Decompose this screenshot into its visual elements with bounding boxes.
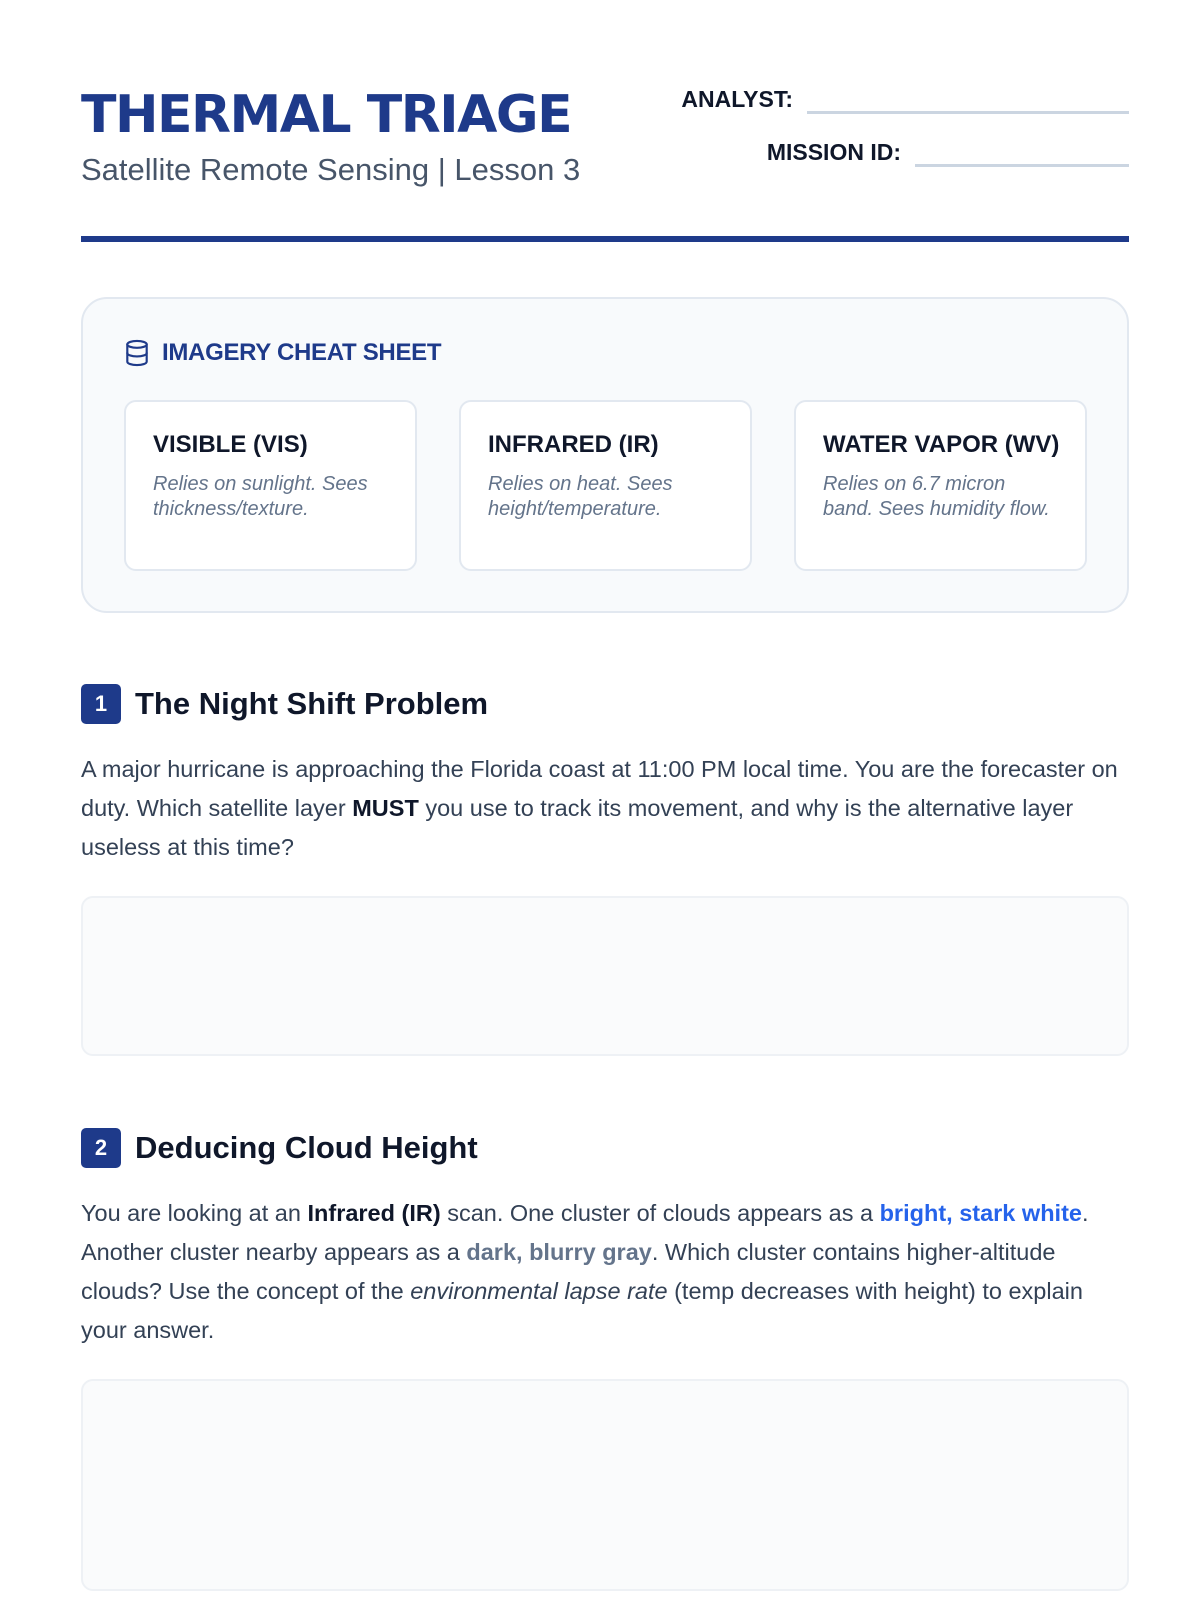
prompt-emphasis: Infrared (IR) xyxy=(307,1200,441,1226)
question-2 xyxy=(81,1128,1129,1350)
mission-id-field xyxy=(767,137,1129,167)
prompt-text: (temp decreases with height) to explain your answer. xyxy=(81,1278,1083,1343)
question-heading xyxy=(81,1128,1129,1168)
prompt-text: . Which cluster contains higher-altitude clouds? Use the concept of the xyxy=(81,1239,1056,1304)
question-number-badge: 1 xyxy=(81,684,121,724)
page-title: THERMAL TRIAGE xyxy=(81,85,572,145)
page-subtitle: Satellite Remote Sensing | Lesson 3 xyxy=(81,152,581,187)
question-1 xyxy=(81,684,1129,867)
card-water-vapor xyxy=(794,400,1087,571)
card-description: Relies on 6.7 micron band. Sees humidity flow. xyxy=(823,473,1050,520)
database-icon xyxy=(124,339,150,367)
question-heading xyxy=(81,684,1129,724)
question-prompt xyxy=(81,750,1129,867)
mission-id-label: MISSION ID: xyxy=(766,139,901,165)
card-visible xyxy=(124,400,417,571)
analyst-input-line[interactable] xyxy=(807,84,1129,114)
worksheet-header xyxy=(81,80,1129,240)
analyst-field xyxy=(681,84,1129,114)
cheat-sheet-heading xyxy=(124,339,441,367)
analyst-label: ANALYST: xyxy=(681,86,793,112)
question-title: Deducing Cloud Height xyxy=(135,1130,478,1165)
card-description: Relies on sunlight. Sees thickness/texture. xyxy=(153,473,368,520)
card-name: VISIBLE (VIS) xyxy=(153,431,308,458)
prompt-text: you use to track its movement, and why is the alternative layer useless at this time? xyxy=(81,795,1074,860)
prompt-text: You are looking at an xyxy=(81,1200,308,1226)
highlight-bright-white: bright, stark white xyxy=(879,1200,1082,1226)
prompt-emphasis: MUST xyxy=(352,795,419,821)
header-divider xyxy=(81,236,1129,242)
card-name: WATER VAPOR (WV) xyxy=(823,431,1060,458)
prompt-text: . Another cluster nearby appears as a xyxy=(81,1200,1089,1265)
answer-box[interactable] xyxy=(81,896,1129,1056)
imagery-cards xyxy=(124,400,1087,571)
prompt-text: scan. One cluster of clouds appears as a xyxy=(440,1200,880,1226)
cheat-sheet-title: IMAGERY CHEAT SHEET xyxy=(162,339,442,366)
imagery-cheat-sheet xyxy=(81,297,1129,613)
card-description: Relies on heat. Sees height/temperature. xyxy=(488,473,673,520)
answer-box[interactable] xyxy=(81,1379,1129,1591)
highlight-dark-gray: dark, blurry gray xyxy=(466,1239,652,1265)
mission-id-input-line[interactable] xyxy=(915,137,1129,167)
prompt-italic-term: environmental lapse rate xyxy=(410,1278,668,1304)
card-infrared xyxy=(459,400,752,571)
worksheet-page xyxy=(81,0,1129,1600)
question-number-badge: 2 xyxy=(81,1128,121,1168)
question-prompt xyxy=(81,1194,1129,1350)
card-name: INFRARED (IR) xyxy=(488,431,659,458)
question-title: The Night Shift Problem xyxy=(135,686,489,721)
prompt-text: A major hurricane is approaching the Florida coast at 11:00 PM local time. You are the forecaster on duty. Which satellite layer xyxy=(81,756,1118,821)
